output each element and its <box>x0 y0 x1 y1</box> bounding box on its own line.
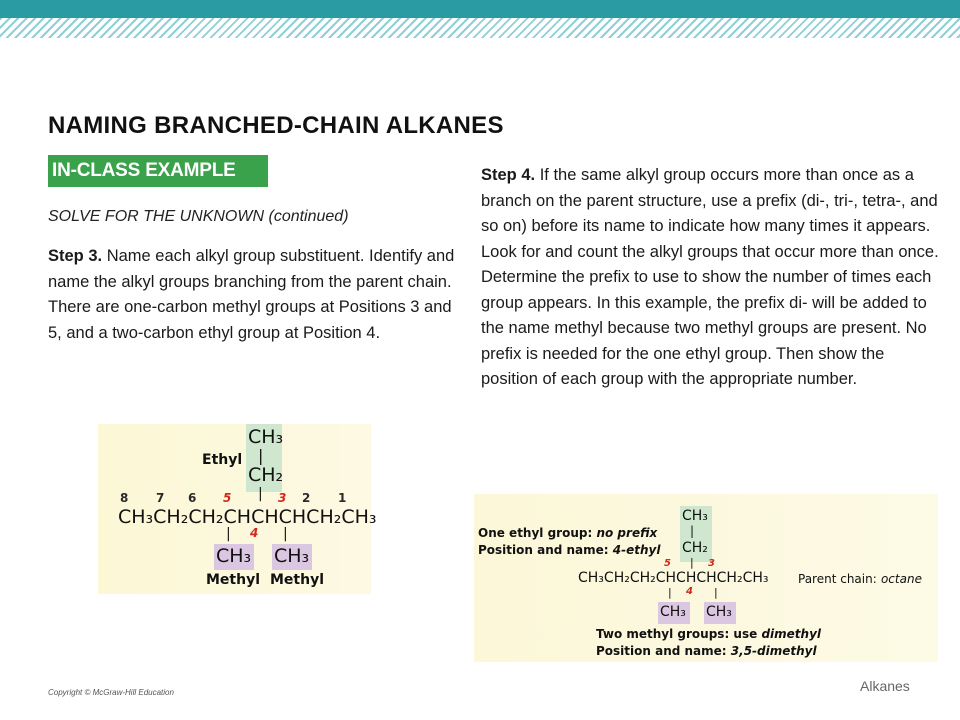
in-class-example-badge: IN-CLASS EXAMPLE <box>48 155 268 187</box>
slide-title: NAMING BRANCHED-CHAIN ALKANES <box>48 112 504 139</box>
methyl-right-ch3-2: CH₃ <box>706 604 732 620</box>
ethyl-bond-2: | <box>690 524 695 538</box>
methyl-prefix-label: Two methyl groups: use <box>596 627 758 641</box>
methyl-name-value: 3,5-dimethyl <box>730 644 817 658</box>
ethyl-bond: | <box>258 446 264 465</box>
methyl-right-bond-2: | <box>714 586 718 599</box>
parent-chain-value: octane <box>880 572 922 586</box>
methyl-name-line <box>596 644 817 658</box>
footer-topic-label: Alkanes <box>860 678 910 694</box>
methyl-name-label: Position and name: <box>596 644 727 658</box>
structure-figure-ethyl-methyl <box>98 424 377 594</box>
parent-chain-line <box>798 572 922 586</box>
ethyl-name-value: 4-ethyl <box>612 543 661 557</box>
position-number-1: 1 <box>338 491 347 505</box>
header-hatch-band <box>0 18 960 38</box>
methyl-left-ch3: CH₃ <box>216 545 252 567</box>
ethyl-prefix-line <box>478 526 657 540</box>
ethyl-ch2: CH₂ <box>248 464 284 486</box>
parent-chain-label: Parent chain: <box>798 572 877 586</box>
ethyl-label: Ethyl <box>202 452 243 468</box>
ethyl-ch3-2: CH₃ <box>682 508 708 524</box>
ethyl-name-line <box>478 543 660 557</box>
subheading-suffix: (continued) <box>268 208 349 225</box>
parent-chain-2: CH₃CH₂CH₂CHCHCHCH₂CH₃ <box>578 570 769 586</box>
position-number-3-2: 3 <box>708 558 715 569</box>
ethyl-prefix-label: One ethyl group: <box>478 526 593 540</box>
position-number-7: 7 <box>156 491 165 505</box>
ethyl-ch3: CH₃ <box>248 426 284 448</box>
copyright-notice: Copyright © McGraw-Hill Education <box>48 688 174 697</box>
step3-paragraph <box>48 244 468 346</box>
position-number-3: 3 <box>278 491 287 505</box>
step4-text: If the same alkyl group occurs more than once as a branch on the parent structure, use a prefix (di-, tri-, tetra-, and so on) before its name to indicate how many times it appears. Look for and count the alkyl groups that occur more than once. Determine the prefix to use to show the number of times each group appears. In this example, the prefix di- will be added to the name methyl because two methyl groups are present. No prefix is needed for the one ethyl group. Then show the position of each group with the appropriate number. <box>481 166 939 388</box>
step4-label: Step 4. <box>481 166 536 184</box>
ethyl-ch2-2: CH₂ <box>682 540 708 556</box>
methyl-left-bond-2: | <box>668 586 672 599</box>
position-number-5-2: 5 <box>664 558 671 569</box>
subheading-main: SOLVE FOR THE UNKNOWN <box>48 208 265 225</box>
header-band <box>0 0 960 18</box>
step4-paragraph <box>481 163 941 393</box>
methyl-right-label: Methyl <box>270 572 325 588</box>
step3-text: Name each alkyl group substituent. Identify and name the alkyl groups branching from the parent chain. There are one-carbon methyl groups at Positions 3 and 5, and a two-carbon ethyl group at Position 4. <box>48 247 455 342</box>
subheading <box>48 208 349 226</box>
step3-label: Step 3. <box>48 247 103 265</box>
ethyl-prefix-value: no prefix <box>596 526 658 540</box>
methyl-left-ch3-2: CH₃ <box>660 604 686 620</box>
ethyl-name-label: Position and name: <box>478 543 609 557</box>
methyl-right-bond: | <box>283 526 288 542</box>
structure-figure-named <box>474 494 938 662</box>
chain-bond-top: | <box>258 486 263 502</box>
methyl-prefix-value: dimethyl <box>761 627 821 641</box>
position-number-8: 8 <box>120 491 129 505</box>
methyl-left-bond: | <box>226 526 231 542</box>
chain-bond-top-2: | <box>690 556 694 569</box>
position-number-5: 5 <box>223 491 232 505</box>
methyl-right-ch3: CH₃ <box>274 545 310 567</box>
position-number-4-2: 4 <box>686 586 693 597</box>
position-number-4: 4 <box>250 526 259 540</box>
position-number-2: 2 <box>302 491 311 505</box>
parent-chain: CH₃CH₂CH₂CHCHCHCH₂CH₃ <box>118 506 377 528</box>
position-number-6: 6 <box>188 491 197 505</box>
methyl-left-label: Methyl <box>206 572 261 588</box>
methyl-prefix-line <box>596 627 821 641</box>
